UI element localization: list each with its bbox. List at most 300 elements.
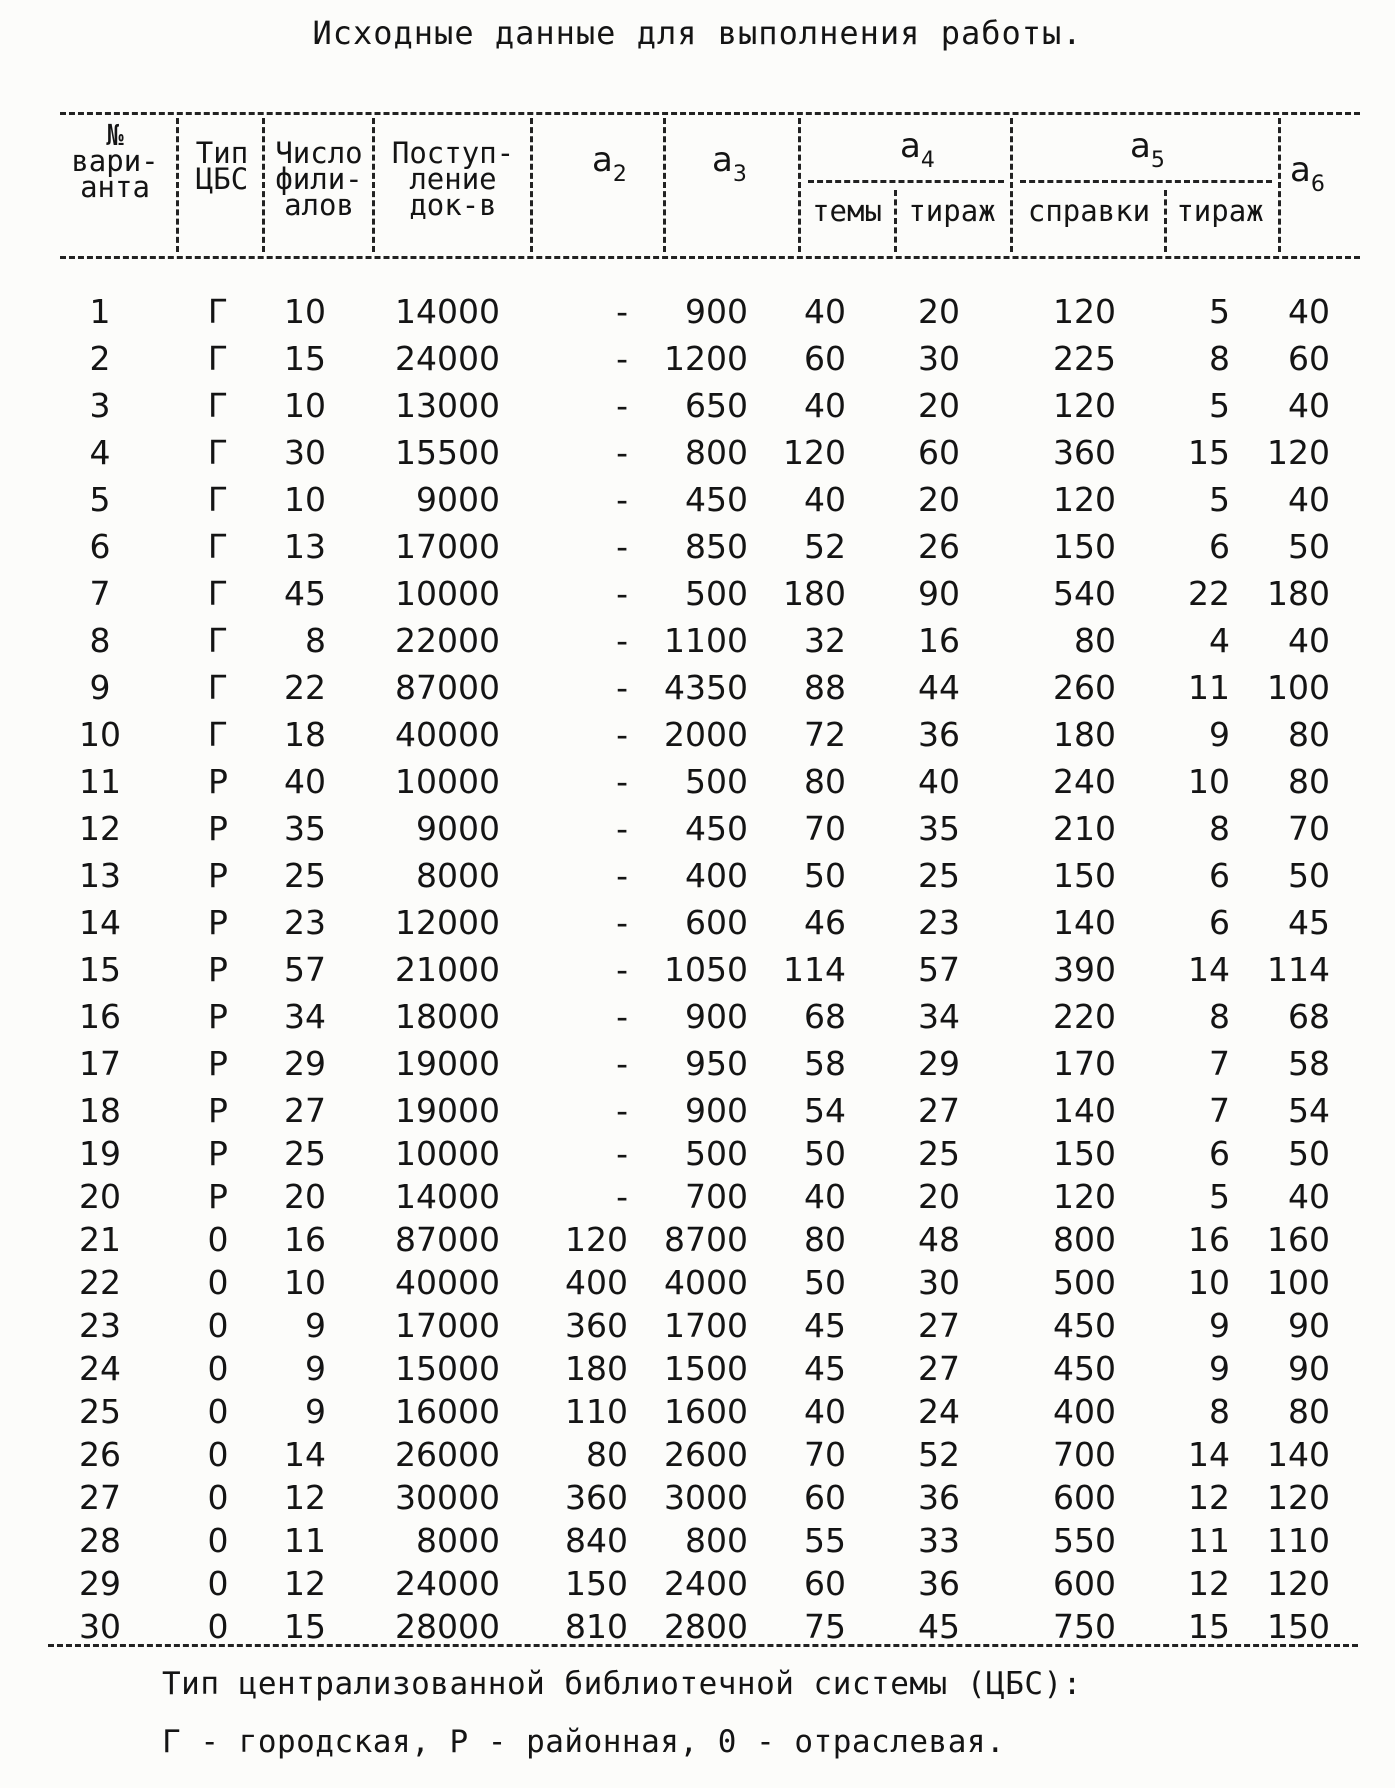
cell-a5-circulation: 15	[1188, 1607, 1230, 1646]
cell-a3: 800	[685, 433, 748, 472]
cell-variant: 1	[89, 292, 111, 331]
cell-a4-topics: 45	[804, 1306, 846, 1345]
cell-variant: 28	[79, 1521, 121, 1560]
cell-a4-circulation: 36	[918, 1564, 960, 1603]
cell-branches: 12	[284, 1564, 326, 1603]
cell-type: Р	[208, 903, 228, 942]
cell-type: 0	[207, 1478, 229, 1517]
cell-a5-references: 260	[1053, 668, 1116, 707]
cell-a5-references: 700	[1053, 1435, 1116, 1474]
header-variant	[56, 118, 174, 204]
cell-a5-references: 550	[1053, 1521, 1116, 1560]
cell-receipt: 16000	[395, 1392, 500, 1431]
cell-a4-circulation: 48	[918, 1220, 960, 1259]
header-divider	[798, 118, 801, 252]
cell-a4-topics: 32	[804, 621, 846, 660]
cell-a5-references: 120	[1053, 386, 1116, 425]
header-receipt-line: док-в	[409, 188, 497, 222]
cell-a6: 114	[1267, 950, 1330, 989]
cell-receipt: 10000	[395, 1134, 500, 1173]
cell-a6: 100	[1267, 1263, 1330, 1302]
cell-a5-circulation: 8	[1209, 997, 1230, 1036]
cell-type: 0	[207, 1521, 229, 1560]
cell-a6: 100	[1267, 668, 1330, 707]
cell-a6: 120	[1267, 1478, 1330, 1517]
cell-branches: 8	[305, 621, 326, 660]
header-divider	[1010, 118, 1013, 252]
cell-a5-circulation: 6	[1209, 903, 1230, 942]
header-a6-base: a	[1290, 150, 1311, 190]
cell-type: 0	[207, 1349, 229, 1388]
header-a2	[592, 140, 627, 187]
cell-a5-references: 120	[1053, 1177, 1116, 1216]
table-row	[0, 480, 1395, 527]
cell-a3: 900	[685, 1091, 748, 1130]
cell-a5-circulation: 5	[1209, 480, 1230, 519]
cell-branches: 15	[284, 1607, 326, 1646]
cell-variant: 17	[79, 1044, 121, 1083]
cell-receipt: 24000	[395, 1564, 500, 1603]
header-branches-line: Число	[275, 136, 363, 170]
table-row	[0, 1091, 1395, 1134]
cell-a4-topics: 40	[804, 292, 846, 331]
cell-a2: -	[616, 856, 628, 895]
cell-a3: 900	[685, 997, 748, 1036]
table-row	[0, 1392, 1395, 1435]
cell-a6: 160	[1267, 1220, 1330, 1259]
cell-a5-references: 450	[1053, 1306, 1116, 1345]
header-a5	[1130, 126, 1165, 173]
table-row	[0, 668, 1395, 715]
header-divider	[663, 118, 666, 252]
table-bottom-rule	[48, 1644, 1358, 1647]
cell-a6: 70	[1288, 809, 1330, 848]
header-branches	[266, 136, 372, 222]
cell-a4-topics: 46	[804, 903, 846, 942]
cell-a4-topics: 114	[783, 950, 846, 989]
cell-a4-topics: 70	[804, 1435, 846, 1474]
header-top-rule	[60, 112, 1360, 115]
cell-receipt: 40000	[395, 1263, 500, 1302]
cell-branches: 11	[284, 1521, 326, 1560]
cell-branches: 25	[284, 856, 326, 895]
cell-branches: 18	[284, 715, 326, 754]
cell-type: 0	[207, 1220, 229, 1259]
cell-a4-circulation: 20	[918, 292, 960, 331]
cell-type: Г	[207, 668, 229, 707]
header-a3	[712, 140, 747, 187]
cell-branches: 29	[284, 1044, 326, 1083]
cell-branches: 25	[284, 1134, 326, 1173]
cell-a3: 2800	[664, 1607, 748, 1646]
cell-a5-circulation: 9	[1209, 715, 1230, 754]
cell-a4-circulation: 35	[918, 809, 960, 848]
cell-a4-topics: 55	[804, 1521, 846, 1560]
cell-variant: 6	[89, 527, 111, 566]
header-receipt	[376, 136, 530, 222]
cell-a3: 800	[685, 1521, 748, 1560]
header-branches-line: алов	[284, 188, 354, 222]
cell-a3: 450	[685, 480, 748, 519]
legend-title: Тип централизованной библиотечной системы (ЦБС):	[162, 1666, 1082, 1702]
cell-a5-circulation: 22	[1188, 574, 1230, 613]
table-row	[0, 809, 1395, 856]
cell-a5-circulation: 8	[1209, 809, 1230, 848]
cell-a4-topics: 40	[804, 1177, 846, 1216]
cell-branches: 20	[284, 1177, 326, 1216]
cell-a4-circulation: 57	[918, 950, 960, 989]
table-row	[0, 903, 1395, 950]
cell-a2: 180	[565, 1349, 628, 1388]
table-row	[0, 339, 1395, 386]
header-a4-circulation: тираж	[908, 194, 996, 228]
cell-receipt: 8000	[416, 1521, 500, 1560]
cell-type: 0	[207, 1263, 229, 1302]
cell-a2: -	[616, 386, 628, 425]
cell-receipt: 19000	[395, 1091, 500, 1130]
cell-a2: 400	[565, 1263, 628, 1302]
cell-a4-topics: 75	[804, 1607, 846, 1646]
cell-a5-references: 400	[1053, 1392, 1116, 1431]
cell-receipt: 13000	[395, 386, 500, 425]
cell-type: Р	[208, 1044, 228, 1083]
cell-a3: 1050	[664, 950, 748, 989]
cell-variant: 21	[79, 1220, 121, 1259]
cell-a2: 150	[565, 1564, 628, 1603]
cell-a4-circulation: 52	[918, 1435, 960, 1474]
header-divider	[176, 118, 179, 252]
cell-a6: 54	[1288, 1091, 1330, 1130]
cell-a5-circulation: 8	[1209, 1392, 1230, 1431]
cell-a6: 90	[1288, 1306, 1330, 1345]
a4-subheader-rule	[808, 180, 1004, 183]
cell-a2: -	[616, 668, 628, 707]
cell-type: Г	[207, 574, 229, 613]
cell-a2: 80	[586, 1435, 628, 1474]
header-a4	[900, 126, 935, 173]
cell-a3: 1700	[664, 1306, 748, 1345]
cell-a2: -	[616, 433, 628, 472]
cell-type: Г	[207, 292, 229, 331]
cell-a6: 150	[1267, 1607, 1330, 1646]
cell-a5-circulation: 9	[1209, 1349, 1230, 1388]
cell-variant: 18	[79, 1091, 121, 1130]
cell-receipt: 30000	[395, 1478, 500, 1517]
cell-type: 0	[207, 1306, 229, 1345]
cell-branches: 10	[284, 1263, 326, 1302]
cell-a3: 3000	[664, 1478, 748, 1517]
cell-branches: 34	[284, 997, 326, 1036]
cell-a5-circulation: 10	[1188, 762, 1230, 801]
cell-receipt: 21000	[395, 950, 500, 989]
header-a5-base: a	[1130, 126, 1151, 166]
cell-a5-references: 150	[1053, 1134, 1116, 1173]
cell-a3: 2400	[664, 1564, 748, 1603]
data-table-body	[0, 292, 1395, 1650]
cell-a4-topics: 40	[804, 386, 846, 425]
table-row	[0, 950, 1395, 997]
cell-a6: 50	[1288, 1134, 1330, 1173]
cell-receipt: 14000	[395, 1177, 500, 1216]
cell-a5-references: 150	[1053, 527, 1116, 566]
header-a4-topics: темы	[812, 194, 882, 228]
cell-a2: 120	[565, 1220, 628, 1259]
cell-a4-circulation: 60	[918, 433, 960, 472]
cell-branches: 57	[284, 950, 326, 989]
cell-variant: 13	[79, 856, 121, 895]
cell-a2: -	[616, 292, 628, 331]
cell-a3: 400	[685, 856, 748, 895]
cell-a4-circulation: 25	[918, 856, 960, 895]
cell-a4-topics: 50	[804, 1263, 846, 1302]
cell-branches: 10	[284, 292, 326, 331]
cell-branches: 15	[284, 339, 326, 378]
cell-variant: 14	[79, 903, 121, 942]
table-row	[0, 856, 1395, 903]
cell-a4-topics: 52	[804, 527, 846, 566]
cell-variant: 20	[79, 1177, 121, 1216]
header-a2-sub: 2	[612, 162, 627, 187]
cell-type: Г	[207, 527, 229, 566]
table-row	[0, 1564, 1395, 1607]
cell-receipt: 14000	[395, 292, 500, 331]
cell-a4-circulation: 36	[918, 1478, 960, 1517]
header-a5-references: справки	[1027, 194, 1151, 228]
cell-a4-circulation: 24	[918, 1392, 960, 1431]
cell-a5-circulation: 5	[1209, 292, 1230, 331]
cell-a4-circulation: 90	[918, 574, 960, 613]
table-row	[0, 433, 1395, 480]
cell-a5-circulation: 4	[1209, 621, 1230, 660]
cell-a5-circulation: 10	[1188, 1263, 1230, 1302]
cell-a4-topics: 70	[804, 809, 846, 848]
cell-a5-circulation: 8	[1209, 339, 1230, 378]
cell-type: Р	[208, 856, 228, 895]
cell-a4-topics: 40	[804, 1392, 846, 1431]
cell-a5-references: 170	[1053, 1044, 1116, 1083]
cell-a2: -	[616, 480, 628, 519]
table-row	[0, 386, 1395, 433]
cell-a5-references: 120	[1053, 292, 1116, 331]
cell-type: Г	[207, 621, 229, 660]
cell-variant: 30	[79, 1607, 121, 1646]
cell-type: 0	[207, 1435, 229, 1474]
cell-type: Р	[208, 950, 228, 989]
table-row	[0, 621, 1395, 668]
header-receipt-line: Поступ-	[391, 136, 515, 170]
cell-a4-circulation: 25	[918, 1134, 960, 1173]
cell-a5-references: 220	[1053, 997, 1116, 1036]
table-row	[0, 1177, 1395, 1220]
cell-a2: 840	[565, 1521, 628, 1560]
cell-branches: 14	[284, 1435, 326, 1474]
cell-a3: 700	[685, 1177, 748, 1216]
cell-variant: 26	[79, 1435, 121, 1474]
cell-a5-circulation: 5	[1209, 1177, 1230, 1216]
cell-receipt: 87000	[395, 1220, 500, 1259]
cell-a3: 500	[685, 1134, 748, 1173]
cell-a4-circulation: 30	[918, 1263, 960, 1302]
cell-type: Г	[207, 386, 229, 425]
cell-a4-circulation: 36	[918, 715, 960, 754]
cell-a4-circulation: 27	[918, 1091, 960, 1130]
cell-a4-topics: 50	[804, 856, 846, 895]
cell-a2: -	[616, 621, 628, 660]
cell-receipt: 15500	[395, 433, 500, 472]
cell-a4-topics: 80	[804, 1220, 846, 1259]
cell-a6: 68	[1288, 997, 1330, 1036]
cell-a2: 360	[565, 1478, 628, 1517]
cell-type: Р	[208, 809, 228, 848]
cell-a5-references: 150	[1053, 856, 1116, 895]
header-divider	[530, 118, 533, 252]
cell-a4-topics: 60	[804, 1564, 846, 1603]
cell-a4-topics: 88	[804, 668, 846, 707]
cell-a3: 1100	[664, 621, 748, 660]
cell-a6: 50	[1288, 527, 1330, 566]
table-row	[0, 292, 1395, 339]
cell-variant: 4	[89, 433, 111, 472]
cell-branches: 27	[284, 1091, 326, 1130]
cell-a5-references: 450	[1053, 1349, 1116, 1388]
header-divider	[262, 118, 265, 252]
cell-a6: 180	[1267, 574, 1330, 613]
cell-a4-topics: 80	[804, 762, 846, 801]
cell-a3: 500	[685, 762, 748, 801]
header-variant-line: вари-	[71, 144, 159, 178]
cell-a5-references: 600	[1053, 1564, 1116, 1603]
cell-receipt: 24000	[395, 339, 500, 378]
cell-type: Г	[207, 715, 229, 754]
cell-variant: 24	[79, 1349, 121, 1388]
cell-a4-topics: 50	[804, 1134, 846, 1173]
cell-variant: 16	[79, 997, 121, 1036]
cell-branches: 40	[284, 762, 326, 801]
cell-type: 0	[207, 1607, 229, 1646]
table-row	[0, 1263, 1395, 1306]
cell-receipt: 9000	[416, 480, 500, 519]
header-a3-base: a	[712, 140, 733, 180]
cell-a5-circulation: 5	[1209, 386, 1230, 425]
cell-variant: 15	[79, 950, 121, 989]
cell-a5-references: 180	[1053, 715, 1116, 754]
cell-variant: 7	[89, 574, 111, 613]
cell-receipt: 9000	[416, 809, 500, 848]
cell-variant: 9	[89, 668, 111, 707]
cell-type: Р	[208, 762, 228, 801]
table-row	[0, 1435, 1395, 1478]
cell-a5-circulation: 14	[1188, 950, 1230, 989]
table-row	[0, 1134, 1395, 1177]
cell-a2: -	[616, 762, 628, 801]
a5-subheader-rule	[1020, 180, 1272, 183]
cell-branches: 35	[284, 809, 326, 848]
cell-a2: 810	[565, 1607, 628, 1646]
cell-type: Г	[207, 480, 229, 519]
header-divider	[372, 118, 375, 252]
cell-a4-circulation: 29	[918, 1044, 960, 1083]
cell-a2: -	[616, 950, 628, 989]
cell-receipt: 10000	[395, 762, 500, 801]
cell-receipt: 17000	[395, 1306, 500, 1345]
cell-a3: 4350	[664, 668, 748, 707]
cell-a3: 900	[685, 292, 748, 331]
cell-a4-circulation: 20	[918, 386, 960, 425]
header-bottom-rule	[60, 256, 1360, 259]
header-branches-line: фили-	[275, 162, 363, 196]
cell-type: Р	[208, 997, 228, 1036]
cell-a4-circulation: 44	[918, 668, 960, 707]
cell-a4-circulation: 27	[918, 1306, 960, 1345]
legend-values: Г - городская, Р - районная, 0 - отраслевая.	[162, 1724, 1006, 1760]
header-a3-sub: 3	[732, 162, 747, 187]
cell-a6: 40	[1288, 480, 1330, 519]
cell-a4-topics: 45	[804, 1349, 846, 1388]
cell-a2: -	[616, 809, 628, 848]
cell-a6: 110	[1267, 1521, 1330, 1560]
cell-a4-topics: 68	[804, 997, 846, 1036]
cell-variant: 19	[79, 1134, 121, 1173]
cell-branches: 22	[284, 668, 326, 707]
header-a5-sub: 5	[1150, 148, 1165, 173]
cell-a4-topics: 40	[804, 480, 846, 519]
header-a4-base: a	[900, 126, 921, 166]
table-row	[0, 574, 1395, 621]
cell-a5-references: 800	[1053, 1220, 1116, 1259]
cell-variant: 29	[79, 1564, 121, 1603]
cell-receipt: 87000	[395, 668, 500, 707]
cell-a6: 40	[1288, 292, 1330, 331]
table-row	[0, 527, 1395, 574]
cell-a4-circulation: 26	[918, 527, 960, 566]
cell-a5-circulation: 7	[1209, 1091, 1230, 1130]
table-row	[0, 997, 1395, 1044]
cell-branches: 12	[284, 1478, 326, 1517]
cell-a2: -	[616, 1091, 628, 1130]
cell-receipt: 12000	[395, 903, 500, 942]
cell-a3: 950	[685, 1044, 748, 1083]
cell-variant: 22	[79, 1263, 121, 1302]
cell-a4-circulation: 34	[918, 997, 960, 1036]
cell-branches: 16	[284, 1220, 326, 1259]
cell-branches: 9	[305, 1306, 326, 1345]
cell-a5-circulation: 6	[1209, 856, 1230, 895]
cell-a5-circulation: 6	[1209, 1134, 1230, 1173]
cell-a4-circulation: 20	[918, 1177, 960, 1216]
cell-a2: -	[616, 997, 628, 1036]
cell-a3: 850	[685, 527, 748, 566]
cell-branches: 10	[284, 386, 326, 425]
cell-a5-references: 120	[1053, 480, 1116, 519]
cell-a6: 120	[1267, 433, 1330, 472]
cell-a5-circulation: 15	[1188, 433, 1230, 472]
cell-variant: 27	[79, 1478, 121, 1517]
cell-variant: 8	[89, 621, 111, 660]
page-title: Исходные данные для выполнения работы.	[312, 14, 1083, 52]
cell-a4-circulation: 27	[918, 1349, 960, 1388]
cell-a6: 90	[1288, 1349, 1330, 1388]
cell-a5-circulation: 14	[1188, 1435, 1230, 1474]
cell-a6: 45	[1288, 903, 1330, 942]
header-a2-base: a	[592, 140, 613, 180]
cell-receipt: 40000	[395, 715, 500, 754]
cell-a4-circulation: 16	[918, 621, 960, 660]
cell-receipt: 17000	[395, 527, 500, 566]
table-row	[0, 1306, 1395, 1349]
cell-a4-topics: 60	[804, 1478, 846, 1517]
cell-a4-topics: 72	[804, 715, 846, 754]
cell-a3: 600	[685, 903, 748, 942]
